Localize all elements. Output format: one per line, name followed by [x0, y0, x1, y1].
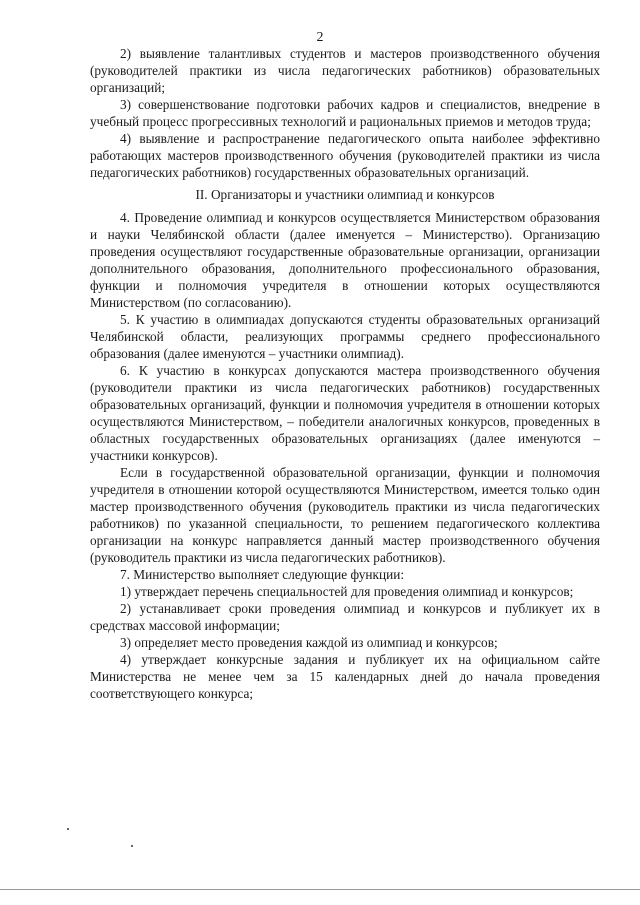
paragraph-function-3: 3) определяет место проведения каждой из олимпиад и конкурсов;	[120, 635, 498, 650]
paragraph-goal-3: 3) совершенствование подготовки рабочих кадров и специалистов, внедрение в учебный процесс прогрессивных технологий и рациональных приемов и методов труда;	[90, 97, 600, 129]
scan-speck	[131, 845, 133, 847]
paragraph-item-7: 7. Министерство выполняет следующие функции:	[120, 567, 405, 582]
section-heading: II. Организаторы и участники олимпиад и конкурсов	[195, 187, 495, 202]
paragraph-goal-2: 2) выявление талантливых студентов и мастеров производственного обучения (руководителей практики из числа педагогических работников) образовательных организаций;	[90, 46, 600, 95]
paragraph-item-6: 6. К участию в конкурсах допускаются мастера производственного обучения (руководители практики из числа педагогических работников) государственных образовательных организаций, функции и полномочия учредителя в отношении которых осуществляются Министерством, – победители аналогичных конкурсов, проведенных в областных государственных образовательных организациях (далее именуются – участники конкурсов).	[90, 363, 600, 463]
paragraph-item-4: 4. Проведение олимпиад и конкурсов осуществляется Министерством образования и науки Челябинской области (далее именуется – Министерство). Организацию проведения осуществляют государственные образовательные организации, организации дополнительного образования, дополнительного профессионального образования, функции и полномочия учредителя в отношении которых осуществляются Министерством (по согласованию).	[90, 210, 600, 310]
paragraph-item-5: 5. К участию в олимпиадах допускаются студенты образовательных организаций Челябинской области, реализующих программы среднего профессионального образования (далее именуются – участники олимпиад).	[90, 312, 600, 361]
paragraph-function-1: 1) утверждает перечень специальностей для проведения олимпиад и конкурсов;	[120, 584, 574, 599]
paragraph-function-4: 4) утверждает конкурсные задания и публикует их на официальном сайте Министерства не менее чем за 15 календарных дней до начала проведения соответствующего конкурса;	[90, 652, 600, 701]
scan-speck	[67, 828, 69, 830]
page-number: 2	[316, 30, 324, 45]
document-body	[90, 45, 600, 702]
paragraph-goal-4: 4) выявление и распространение педагогического опыта наиболее эффективно работающих мастеров производственного обучения (руководителей практики из числа педагогических работников) государственных образовательных организаций.	[90, 131, 600, 180]
paragraph-function-2: 2) устанавливает сроки проведения олимпиад и конкурсов и публикует их в средствах массовой информации;	[90, 601, 600, 633]
paragraph-single-master: Если в государственной образовательной организации, функции и полномочия учредителя в отношении которой осуществляются Министерством, имеется только один мастер производственного обучения (руководитель практики из числа педагогических работников) по указанной специальности, то решением педагогического коллектива организации на конкурс направляется данный мастер производственного обучения (руководитель практики из числа педагогических работников).	[90, 465, 600, 565]
page-bottom-edge	[0, 889, 640, 890]
